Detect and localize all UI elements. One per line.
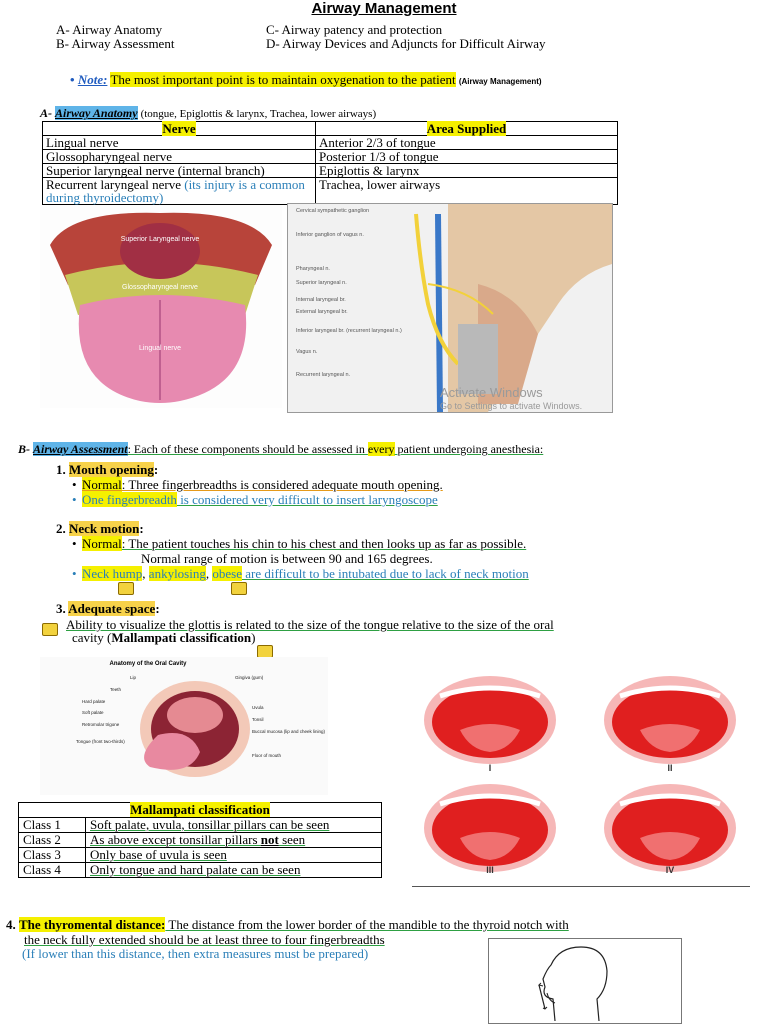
note-tag: (Airway Management): [458, 77, 542, 86]
item-thyromental: 4. The thyromental distance: The distance from the lower border of the mandible to the thyroid notch with: [6, 917, 569, 932]
mallampati-mouths-figure: [412, 668, 750, 887]
tongue-label: Superior Laryngeal nerve: [120, 236, 200, 243]
thyroidectomy-note: (its injury is a common during thyroidectomy): [46, 177, 305, 205]
section-b-title: Airway Assessment: [33, 442, 128, 456]
thyromental-line3: (If lower than this distance, then extra measures must be prepared): [22, 946, 369, 961]
table-row: Glossopharyngeal nerve Posterior 1/3 of tongue: [43, 150, 618, 164]
neck-normal-line: • Normal: The patient touches his chin to his chest and then looks up as far as possible.: [72, 536, 526, 551]
watermark-title: Activate Windows: [440, 385, 543, 400]
nerve-table: [42, 121, 618, 205]
table-row: Class 2 As above except tonsillar pillars not seen: [19, 833, 382, 848]
neck-label: Cervical sympathetic ganglion: [296, 208, 370, 214]
neck-label: Vagus n.: [296, 349, 318, 355]
table-row: Class 4 Only tongue and hard palate can be seen: [19, 863, 382, 878]
page-title: Airway Management: [311, 0, 457, 17]
svg-text:Uvula: Uvula: [252, 705, 264, 710]
svg-text:Retromolar trigone: Retromolar trigone: [82, 722, 120, 727]
mouth-normal-line: • Normal: Three fingerbreadths is considered adequate mouth opening.: [72, 477, 443, 492]
table-row: Class 3 Only base of uvula is seen: [19, 848, 382, 863]
tongue-figure: [40, 205, 282, 408]
svg-text:Floor of mouth: Floor of mouth: [252, 753, 282, 758]
mouth-difficult-line: • One fingerbreadth is considered very difficult to insert laryngoscope: [72, 492, 438, 507]
neck-label: Inferior ganglion of vagus n.: [296, 232, 364, 238]
space-text-line1: Ability to visualize the glottis is related to the size of the tongue relative to the size of the oral: [66, 617, 554, 632]
svg-text:Tongue (front two-thirds): Tongue (front two-thirds): [76, 739, 125, 744]
toc-item-c: C- Airway patency and protection: [266, 22, 443, 37]
mallampati-class-label: I: [488, 763, 492, 773]
table-row: Superior laryngeal nerve (internal branch) Epiglottis & larynx: [43, 164, 618, 178]
svg-text:Gingiva (gum): Gingiva (gum): [235, 675, 264, 680]
nerve-header: Nerve: [43, 122, 316, 136]
note-line: • Note: The most important point is to maintain oxygenation to the patient (Airway Management): [70, 72, 542, 87]
section-a-heading: A- Airway Anatomy (tongue, Epiglottis & larynx, Trachea, lower airways): [40, 106, 377, 120]
item-adequate-space: 3. Adequate space:: [56, 601, 160, 616]
neck-range-line: Normal range of motion is between 90 and 165 degrees.: [141, 551, 433, 566]
neck-label: Internal laryngeal br.: [296, 297, 346, 303]
area-header: Area Supplied: [316, 122, 618, 136]
table-row: Lingual nerve Anterior 2/3 of tongue: [43, 136, 618, 150]
note-text: The most important point is to maintain oxygenation to the patient: [110, 72, 456, 87]
oral-figure-title: Anatomy of the Oral Cavity: [109, 661, 187, 667]
section-a-subtitle: (tongue, Epiglottis & larynx, Trachea, lower airways): [140, 108, 377, 120]
svg-text:Buccal mucosa (lip and cheek l: Buccal mucosa (lip and cheek lining): [252, 729, 326, 734]
tongue-label: Glossopharyngeal nerve: [122, 284, 198, 291]
comment-icon[interactable]: [42, 623, 58, 636]
svg-text:Teeth: Teeth: [110, 687, 122, 692]
neck-difficult-line: • Neck hump, ankylosing, obese are difficult to be intubated due to lack of neck motion: [72, 566, 529, 581]
neck-nerve-figure: [287, 203, 613, 413]
neck-label: Pharyngeal n.: [296, 266, 330, 272]
neck-label: External laryngeal br.: [296, 309, 348, 315]
mallampati-class-label: IV: [665, 865, 675, 875]
svg-text:Soft palate: Soft palate: [82, 710, 104, 715]
mallampati-header: Mallampati classification: [19, 803, 382, 818]
svg-text:Tonsil: Tonsil: [252, 717, 264, 722]
item-neck-motion: 2. Neck motion:: [56, 521, 144, 536]
tongue-label: Lingual nerve: [138, 345, 182, 352]
item-mouth-opening: 1. Mouth opening:: [56, 462, 159, 477]
oral-cavity-figure: [40, 657, 328, 795]
section-b-heading: B- Airway Assessment: Each of these components should be assessed in every patient undergoing anesthesia:: [18, 442, 544, 456]
svg-text:Lip: Lip: [130, 675, 137, 680]
table-row: Recurrent laryngeal nerve (its injury is a common during thyroidectomy) Trachea, lower airways: [43, 178, 618, 205]
toc-item-a: A- Airway Anatomy: [56, 22, 163, 37]
comment-icon[interactable]: [118, 582, 134, 595]
toc-item-d: D- Airway Devices and Adjuncts for Difficult Airway: [266, 36, 546, 51]
head-profile-figure: [488, 938, 682, 1024]
watermark-subtitle: Go to Settings to activate Windows.: [440, 401, 583, 411]
mallampati-class-label: II: [667, 763, 673, 773]
neck-label: Recurrent laryngeal n.: [296, 372, 351, 378]
neck-label: Superior laryngeal n.: [296, 280, 347, 286]
table-row: Class 1 Soft palate, uvula, tonsillar pillars can be seen: [19, 818, 382, 833]
note-label: Note:: [77, 72, 108, 87]
mallampati-class-label: III: [486, 865, 494, 875]
toc-item-b: B- Airway Assessment: [56, 36, 175, 51]
section-a-title: Airway Anatomy: [55, 106, 138, 120]
comment-icon[interactable]: [231, 582, 247, 595]
space-text-line2: cavity (Mallampati classification): [72, 630, 256, 645]
thyromental-line2: the neck fully extended should be at least three to four fingerbreadths: [24, 932, 385, 947]
neck-label: Inferior laryngeal br. (recurrent laryngeal n.): [296, 328, 402, 334]
mallampati-table: [18, 802, 382, 878]
svg-text:Hard palate: Hard palate: [82, 699, 106, 704]
